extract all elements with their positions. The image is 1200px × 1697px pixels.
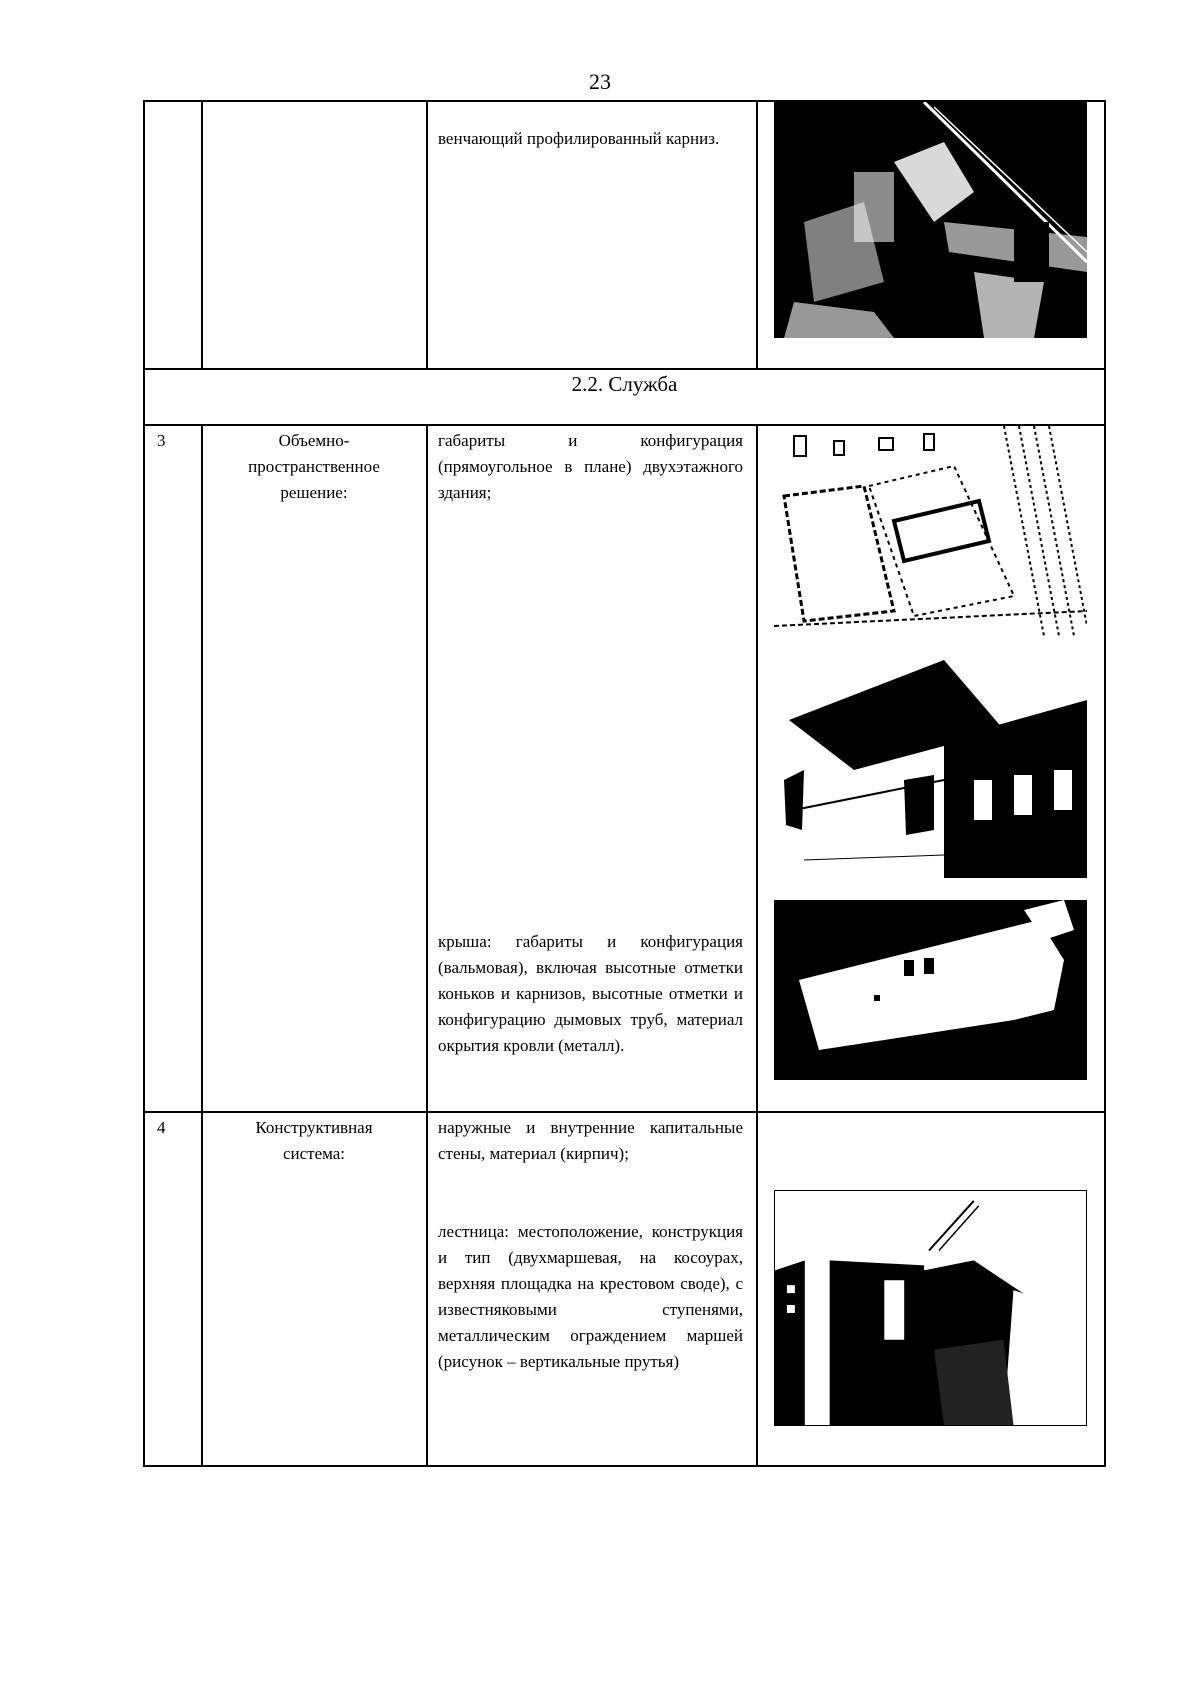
roof-aerial-photo — [774, 900, 1087, 1080]
cornice-photo — [774, 102, 1087, 338]
row-name — [205, 428, 423, 506]
staircase-description: лестница: местоположение, конструкция и тип (двухмаршевая, на косоурах, верхняя площадка на крестовом своде), с известняковыми ступенями, металлическим ограждением маршей (рисунок – вертикальные прутья) — [438, 1222, 743, 1371]
table-rule — [143, 100, 145, 1466]
site-plan-map — [774, 426, 1087, 636]
table-rule — [143, 1111, 1106, 1113]
row-number: 4 — [157, 1118, 166, 1137]
row-name-line: Конструктивная — [255, 1118, 373, 1137]
row-name-line: Объемно- — [278, 431, 350, 450]
table-rule — [426, 100, 428, 369]
row-number: 3 — [157, 431, 166, 450]
table-rule — [201, 100, 203, 369]
row-name — [205, 1115, 423, 1167]
table-rule — [1104, 100, 1106, 1466]
row-name-line: пространственное — [248, 457, 380, 476]
roof-description: крыша: габариты и конфигурация (вальмовая), включая высотные отметки коньков и карнизов, высотные отметки и конфигурацию дымовых труб, материал окрытия кровли (металл). — [438, 932, 743, 1055]
walls-description: наружные и внутренние капитальные стены, материал (кирпич); — [438, 1118, 743, 1163]
staircase-photo — [774, 1190, 1087, 1426]
cornice-description: венчающий профилированный карниз. — [438, 129, 720, 148]
table-rule — [756, 424, 758, 1466]
row-name-line: решение: — [280, 483, 348, 502]
table-rule — [426, 424, 428, 1466]
table-rule — [756, 100, 758, 369]
object-table — [143, 100, 1106, 1466]
building-facade-photo — [774, 660, 1087, 878]
volume-description: габариты и конфигурация (прямоугольное в плане) двухэтажного здания; — [438, 431, 743, 502]
page-number: 23 — [589, 69, 611, 94]
row-name-line: система: — [282, 1144, 346, 1163]
table-rule — [143, 1465, 1106, 1467]
table-rule — [201, 424, 203, 1466]
section-title: 2.2. Служба — [571, 372, 678, 396]
